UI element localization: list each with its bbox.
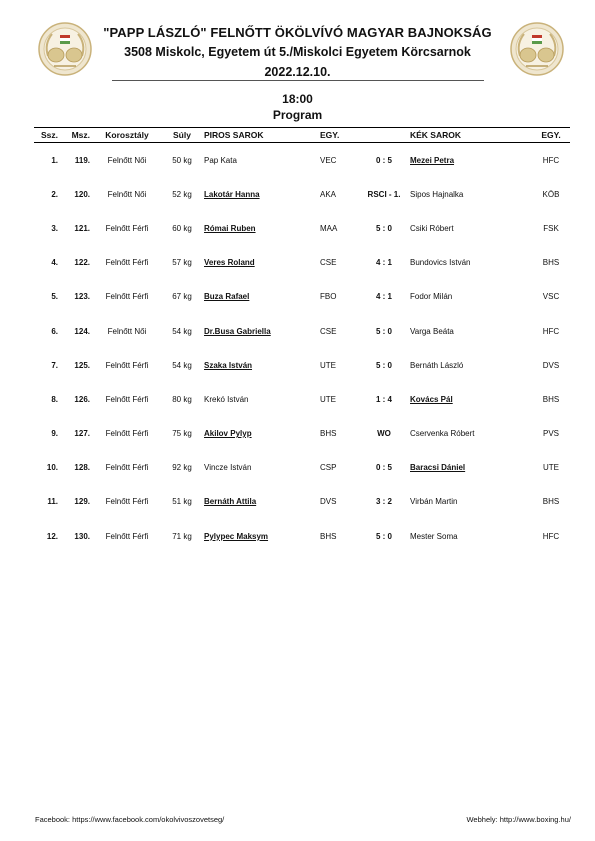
blue-corner-boxer: Baracsi Dániel [410,463,466,473]
red-corner-club: CSE [320,326,337,336]
blue-corner-boxer: Mezei Petra [410,155,455,165]
red-corner-boxer: Krekó István [204,394,249,404]
weight-class: 80 kg [172,394,192,404]
weight-class: 71 kg [172,531,192,541]
match-number: 129. [74,497,90,507]
bout-result: 1 : 4 [375,394,392,404]
match-number: 130. [74,531,90,541]
match-number: 124. [74,326,90,336]
bout-number: 9. [51,429,58,439]
bout-result: 3 : 2 [375,497,392,507]
bout-number: 3. [51,223,58,233]
bout-result: 0 : 5 [375,463,392,473]
age-category: Felnőtt Férfi [105,531,149,541]
bout-rows [34,143,570,554]
col-header-ssz: Ssz. [34,128,60,143]
table-row [34,451,570,485]
match-number: 120. [74,189,90,199]
age-category: Felnőtt Férfi [105,394,149,404]
blue-corner-boxer: Fodor Milán [410,292,453,302]
blue-corner-club: BHS [542,497,560,507]
age-category: Felnőtt Férfi [105,463,149,473]
bout-number: 6. [51,326,58,336]
blue-corner-club: KÖB [542,189,560,199]
blue-corner-boxer: Virbán Martin [410,497,458,507]
red-corner-boxer: Pap Kata [204,155,237,165]
table-row [34,143,570,178]
age-category: Felnőtt Férfi [105,429,149,439]
blue-corner-club: BHS [542,394,560,404]
col-header-kek-sarok: KÉK SAROK [408,128,532,143]
bout-result: WO [377,429,391,439]
weight-class: 60 kg [172,223,192,233]
blue-corner-boxer: Varga Beáta [410,326,454,336]
blue-corner-boxer: Bundovics István [410,258,471,268]
blue-corner-club: BHS [542,258,560,268]
red-corner-club: MAA [320,223,338,233]
weight-class: 92 kg [172,463,192,473]
red-corner-boxer: Dr.Busa Gabriella [204,326,271,336]
match-number: 127. [74,429,90,439]
red-corner-boxer: Buza Rafael [204,292,250,302]
blue-corner-club: UTE [543,463,559,473]
match-number: 121. [74,223,90,233]
red-corner-club: UTE [320,394,336,404]
blue-corner-club: DVS [542,360,560,370]
blue-corner-boxer: Bernáth László [410,360,464,370]
table-row [34,417,570,451]
red-corner-boxer: Lakotár Hanna [204,189,260,199]
bout-result: 4 : 1 [375,292,392,302]
weight-class: 75 kg [172,429,192,439]
session-time: 18:00 [282,92,313,106]
table-row [34,348,570,382]
red-corner-boxer: Veres Roland [204,258,255,268]
table-row [34,177,570,211]
red-corner-club: UTE [320,360,336,370]
red-corner-boxer: Szaka István [204,360,253,370]
red-corner-club: BHS [320,429,337,439]
match-number: 119. [74,155,90,165]
age-category: Felnőtt Férfi [105,497,149,507]
col-header-egy-blue: EGY. [532,128,570,143]
blue-corner-club: VSC [542,292,560,302]
match-number: 123. [74,292,90,302]
age-category: Felnőtt Férfi [105,292,149,302]
col-header-msz: Msz. [60,128,92,143]
match-number: 128. [74,463,90,473]
red-corner-club: BHS [320,531,337,541]
table-row [34,382,570,416]
bout-number: 2. [51,189,58,199]
table-row [34,519,570,553]
red-corner-club: CSE [320,258,337,268]
blue-corner-boxer: Sipos Hajnalka [410,189,464,199]
bout-result: 0 : 5 [375,155,392,165]
age-category: Felnőtt Női [107,155,147,165]
weight-class: 54 kg [172,326,192,336]
table-header-row [34,128,570,143]
blue-corner-club: FSK [543,223,559,233]
red-corner-boxer: Vincze István [204,463,252,473]
table-row [34,314,570,348]
red-corner-club: DVS [320,497,337,507]
bout-number: 5. [51,292,58,302]
footer-facebook[interactable]: Facebook: https://www.facebook.com/okolvivoszovetseg/ [35,815,225,824]
blue-corner-boxer: Kovács Pál [410,394,453,404]
age-category: Felnőtt Női [107,189,147,199]
col-header-egy-red: EGY. [318,128,360,143]
red-corner-club: VEC [320,155,337,165]
event-date: 2022.12.10. [264,65,331,79]
blue-corner-club: HFC [542,326,560,336]
weight-class: 67 kg [172,292,192,302]
section-title: Program [272,108,323,122]
table-row [34,280,570,314]
red-corner-boxer: Bernáth Attila [204,497,257,507]
bout-number: 1. [51,155,58,165]
match-number: 122. [74,258,90,268]
age-category: Felnőtt Férfi [105,223,149,233]
weight-class: 52 kg [172,189,192,199]
bout-result: 5 : 0 [375,531,392,541]
table-row [34,485,570,519]
table-row [34,246,570,280]
bout-result: 5 : 0 [375,223,392,233]
col-header-korosztaly: Korosztály [92,128,162,143]
blue-corner-boxer: Cservenka Róbert [410,429,475,439]
table-row [34,211,570,245]
blue-corner-club: PVS [542,429,559,439]
red-corner-club: AKA [320,189,337,199]
bout-number: 7. [51,360,58,370]
col-header-result [360,128,408,143]
venue-address: 3508 Miskolc, Egyetem út 5./Miskolci Egyetem Körcsarnok [124,45,471,59]
age-category: Felnőtt Férfi [105,258,149,268]
bout-result: 5 : 0 [375,360,392,370]
bout-result: RSCI - 1. [367,189,401,199]
red-corner-club: FBO [320,292,337,302]
bout-result: 5 : 0 [375,326,392,336]
match-number: 125. [74,360,90,370]
header-divider [112,80,484,81]
championship-title: "PAPP LÁSZLÓ" FELNŐTT ÖKÖLVÍVÓ MAGYAR BAJNOKSÁG [103,25,492,40]
blue-corner-club: HFC [542,155,560,165]
age-category: Felnőtt Női [107,326,147,336]
bout-number: 11. [47,497,58,507]
bout-number: 12. [46,531,58,541]
blue-corner-boxer: Mester Soma [410,531,458,541]
weight-class: 51 kg [172,497,192,507]
weight-class: 54 kg [172,360,192,370]
bout-result: 4 : 1 [375,258,392,268]
bout-number: 8. [51,394,58,404]
blue-corner-club: HFC [542,531,560,541]
col-header-piros-sarok: PIROS SAROK [202,128,318,143]
blue-corner-boxer: Csiki Róbert [410,223,454,233]
bout-number: 4. [51,258,58,268]
footer-website[interactable]: Webhely: http://www.boxing.hu/ [466,815,571,824]
match-number: 126. [74,394,90,404]
red-corner-club: CSP [320,463,337,473]
bout-number: 10. [46,463,58,473]
weight-class: 50 kg [172,155,192,165]
red-corner-boxer: Római Ruben [204,223,256,233]
red-corner-boxer: Pylypec Maksym [204,531,269,541]
age-category: Felnőtt Férfi [105,360,149,370]
col-header-suly: Súly [162,128,202,143]
red-corner-boxer: Akilov Pylyp [204,429,252,439]
weight-class: 57 kg [172,258,192,268]
bout-table [34,127,570,553]
